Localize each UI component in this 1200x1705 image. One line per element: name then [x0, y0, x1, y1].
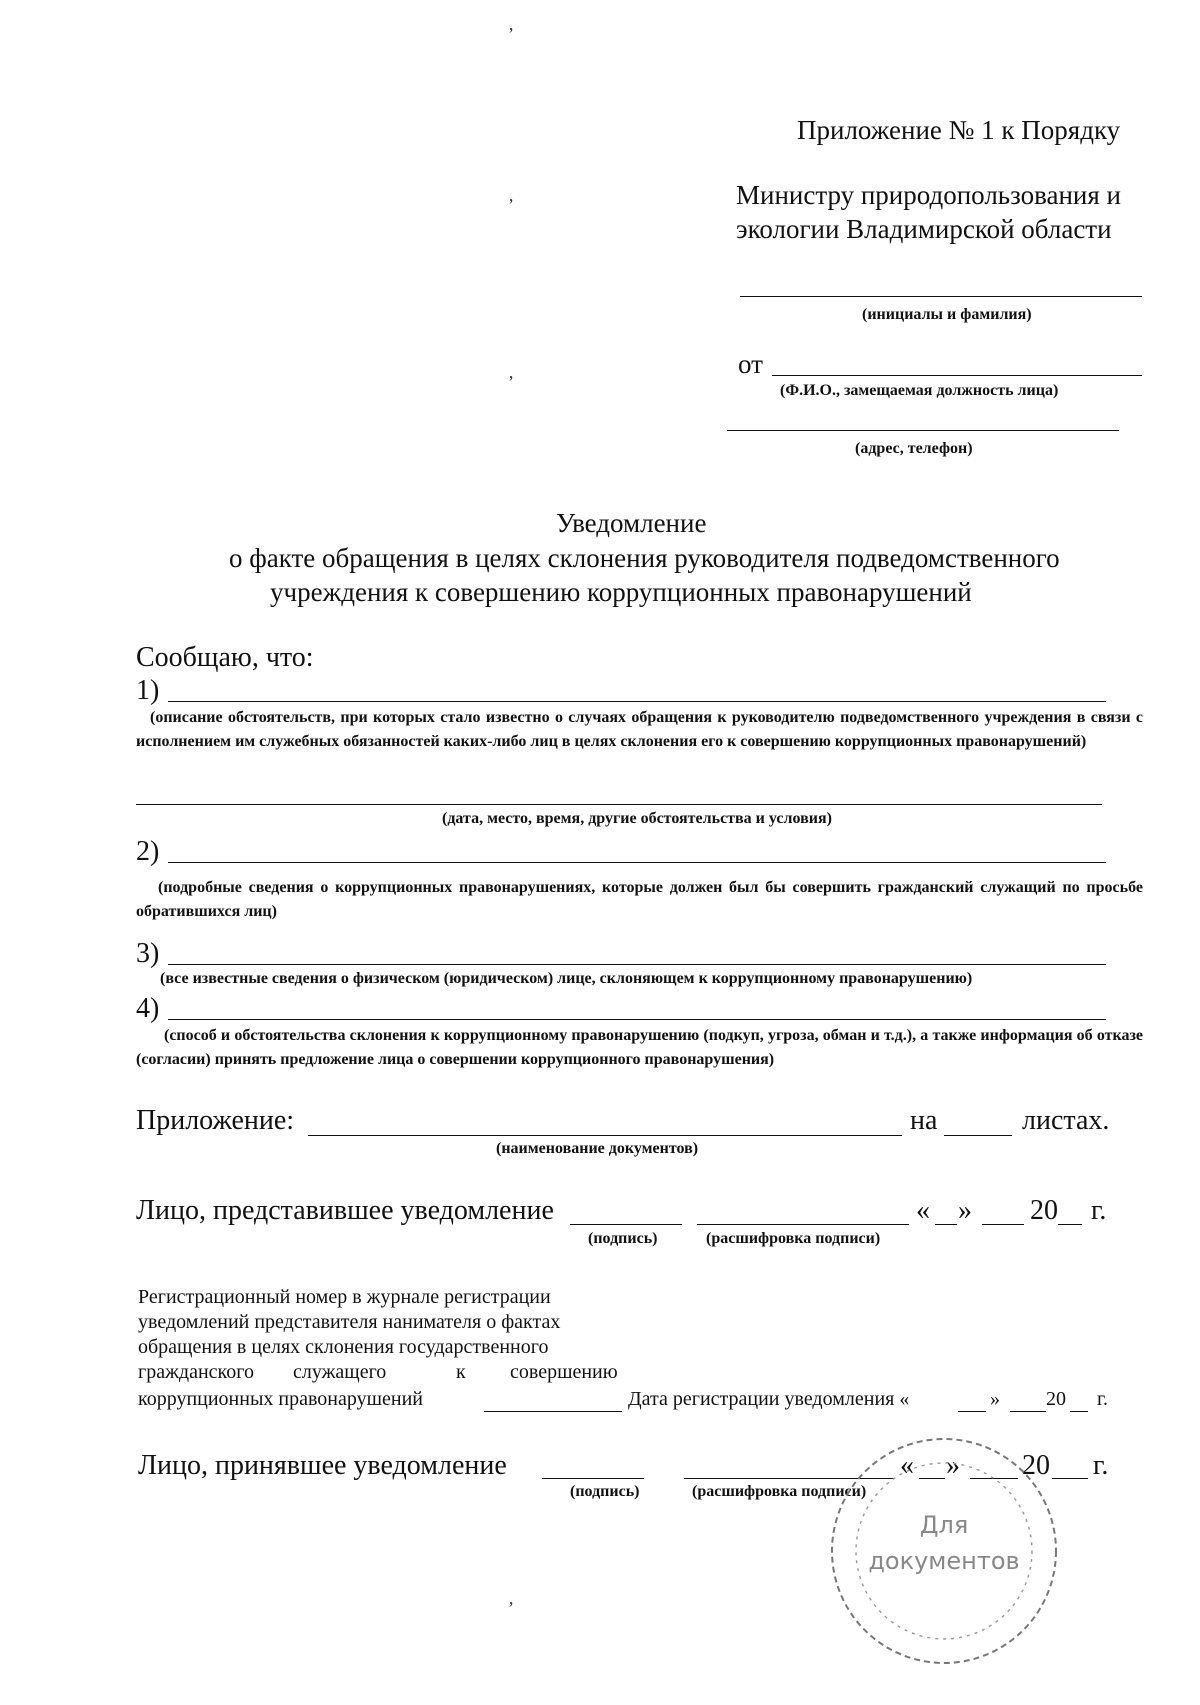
submitter-quote-close: » — [958, 1195, 972, 1226]
document-stamp — [826, 1433, 1062, 1674]
item-1-caption: (описание обстоятельств, при которых стало известно о случаях обращения к руководителю подведомственного учреждения в связи с исполнением им служебных обязанностей каких-либо лиц в целях склонения его к совершению коррупционных правонарушений) — [136, 709, 1143, 750]
receiver-year-prefix: 20 — [1022, 1450, 1050, 1481]
address-field-line — [727, 430, 1119, 431]
scan-mark: ʼ — [508, 1598, 514, 1618]
item-4-field-line — [168, 1019, 1106, 1020]
item-2-caption: (подробные сведения о коррупционных правонарушениях, которые должен был бы совершить гражданский служащий по просьбе обратившихся лиц) — [136, 879, 1143, 920]
caption-fio: (Ф.И.О., замещаемая должность лица) — [780, 382, 1059, 399]
attachment-on: на — [910, 1105, 938, 1136]
attachment-field-line — [308, 1135, 902, 1136]
item-2-number: 2) — [136, 836, 160, 867]
registration-day-line — [958, 1411, 986, 1412]
submitter-decode-line — [697, 1224, 909, 1225]
receiver-quote-close: » — [946, 1450, 960, 1481]
registration-year-prefix: 20 — [1046, 1388, 1066, 1410]
receiver-caption-signature: (подпись) — [570, 1483, 640, 1500]
submitter-day-line — [935, 1224, 957, 1225]
submitter-year-line — [1058, 1224, 1082, 1225]
stamp-seal-icon — [826, 1433, 1062, 1669]
registration-line-4b: служащего — [293, 1361, 387, 1383]
attachment-label: Приложение: — [136, 1105, 295, 1136]
initials-field-line — [740, 296, 1142, 297]
submitter-caption-signature: (подпись) — [588, 1230, 658, 1247]
submitter-signature-line — [570, 1224, 682, 1225]
scan-mark: ʼ — [508, 195, 514, 215]
title-line-3: учреждения к совершению коррупционных правонарушений — [270, 577, 972, 607]
registration-number-line — [484, 1411, 622, 1412]
caption-address: (адрес, телефон) — [855, 440, 973, 457]
attachment-caption: (наименование документов) — [496, 1140, 699, 1157]
attachment-sheets-count-line — [944, 1135, 1012, 1136]
attachment-sheets: листах. — [1022, 1105, 1110, 1136]
receiver-label: Лицо, принявшее уведомление — [138, 1450, 507, 1481]
registration-month-line — [1010, 1411, 1046, 1412]
registration-line-4c: к — [456, 1361, 466, 1383]
stamp-text-line-1: Для — [919, 1511, 969, 1539]
receiver-quote-open: « — [900, 1450, 914, 1481]
title-line-2: о факте обращения в целях склонения руководителя подведомственного — [229, 543, 1060, 573]
receiver-caption-decode: (расшифровка подписи) — [692, 1483, 867, 1500]
registration-line-4a: гражданского — [138, 1361, 254, 1383]
submitter-label: Лицо, представившее уведомление — [136, 1195, 554, 1226]
submitter-month-line — [982, 1224, 1024, 1225]
fio-field-line — [772, 375, 1142, 376]
registration-line-5: коррупционных правонарушений — [138, 1388, 423, 1410]
item-1-field-line-2 — [136, 804, 1102, 805]
item-1-caption-2: (дата, место, время, другие обстоятельства и условия) — [442, 810, 832, 827]
scan-mark: ʼ — [508, 24, 514, 44]
item-4-caption: (способ и обстоятельства склонения к коррупционному правонарушению (подкуп, угроза, обман и т.д.), а также информация об отказе (согласии) принять предложение лица о совершении коррупционного правонарушения) — [136, 1027, 1143, 1068]
addressee-line-2: экологии Владимирской области — [736, 214, 1112, 244]
submitter-year-prefix: 20 — [1030, 1195, 1058, 1226]
from-label: от — [738, 349, 763, 379]
item-1-number: 1) — [136, 675, 160, 706]
registration-year-line — [1070, 1411, 1088, 1412]
item-4-number: 4) — [136, 993, 160, 1024]
intro-text: Сообщаю, что: — [136, 642, 314, 673]
receiver-signature-line — [542, 1478, 644, 1479]
registration-date-close: » — [990, 1388, 1000, 1410]
appendix-title: Приложение № 1 к Порядку — [797, 115, 1121, 145]
registration-date-label: Дата регистрации уведомления « — [628, 1388, 910, 1410]
item-1-field-line — [168, 701, 1106, 702]
submitter-year-suffix: г. — [1091, 1195, 1107, 1226]
addressee-line-1: Министру природопользования и — [736, 180, 1122, 210]
submitter-caption-decode: (расшифровка подписи) — [706, 1230, 881, 1247]
receiver-year-suffix: г. — [1093, 1450, 1109, 1481]
item-3-number: 3) — [136, 938, 160, 969]
submitter-quote-open: « — [916, 1195, 930, 1226]
stamp-text-line-2: документов — [868, 1547, 1020, 1575]
registration-line-3: обращения в целях склонения государственного — [138, 1336, 549, 1358]
registration-line-2: уведомлений представителя нанимателя о фактах — [138, 1311, 561, 1333]
registration-line-4d: совершению — [510, 1361, 618, 1383]
title-line-1: Уведомление — [556, 508, 707, 538]
item-2-field-line — [168, 862, 1106, 863]
caption-initials: (инициалы и фамилия) — [862, 306, 1032, 323]
registration-year-suffix: г. — [1097, 1388, 1108, 1410]
scan-mark: ʼ — [508, 372, 514, 392]
item-3-caption: (все известные сведения о физическом (юридическом) лице, склоняющем к коррупционному правонарушению) — [160, 970, 973, 987]
registration-line-1: Регистрационный номер в журнале регистрации — [138, 1286, 551, 1308]
item-3-field-line — [168, 964, 1106, 965]
